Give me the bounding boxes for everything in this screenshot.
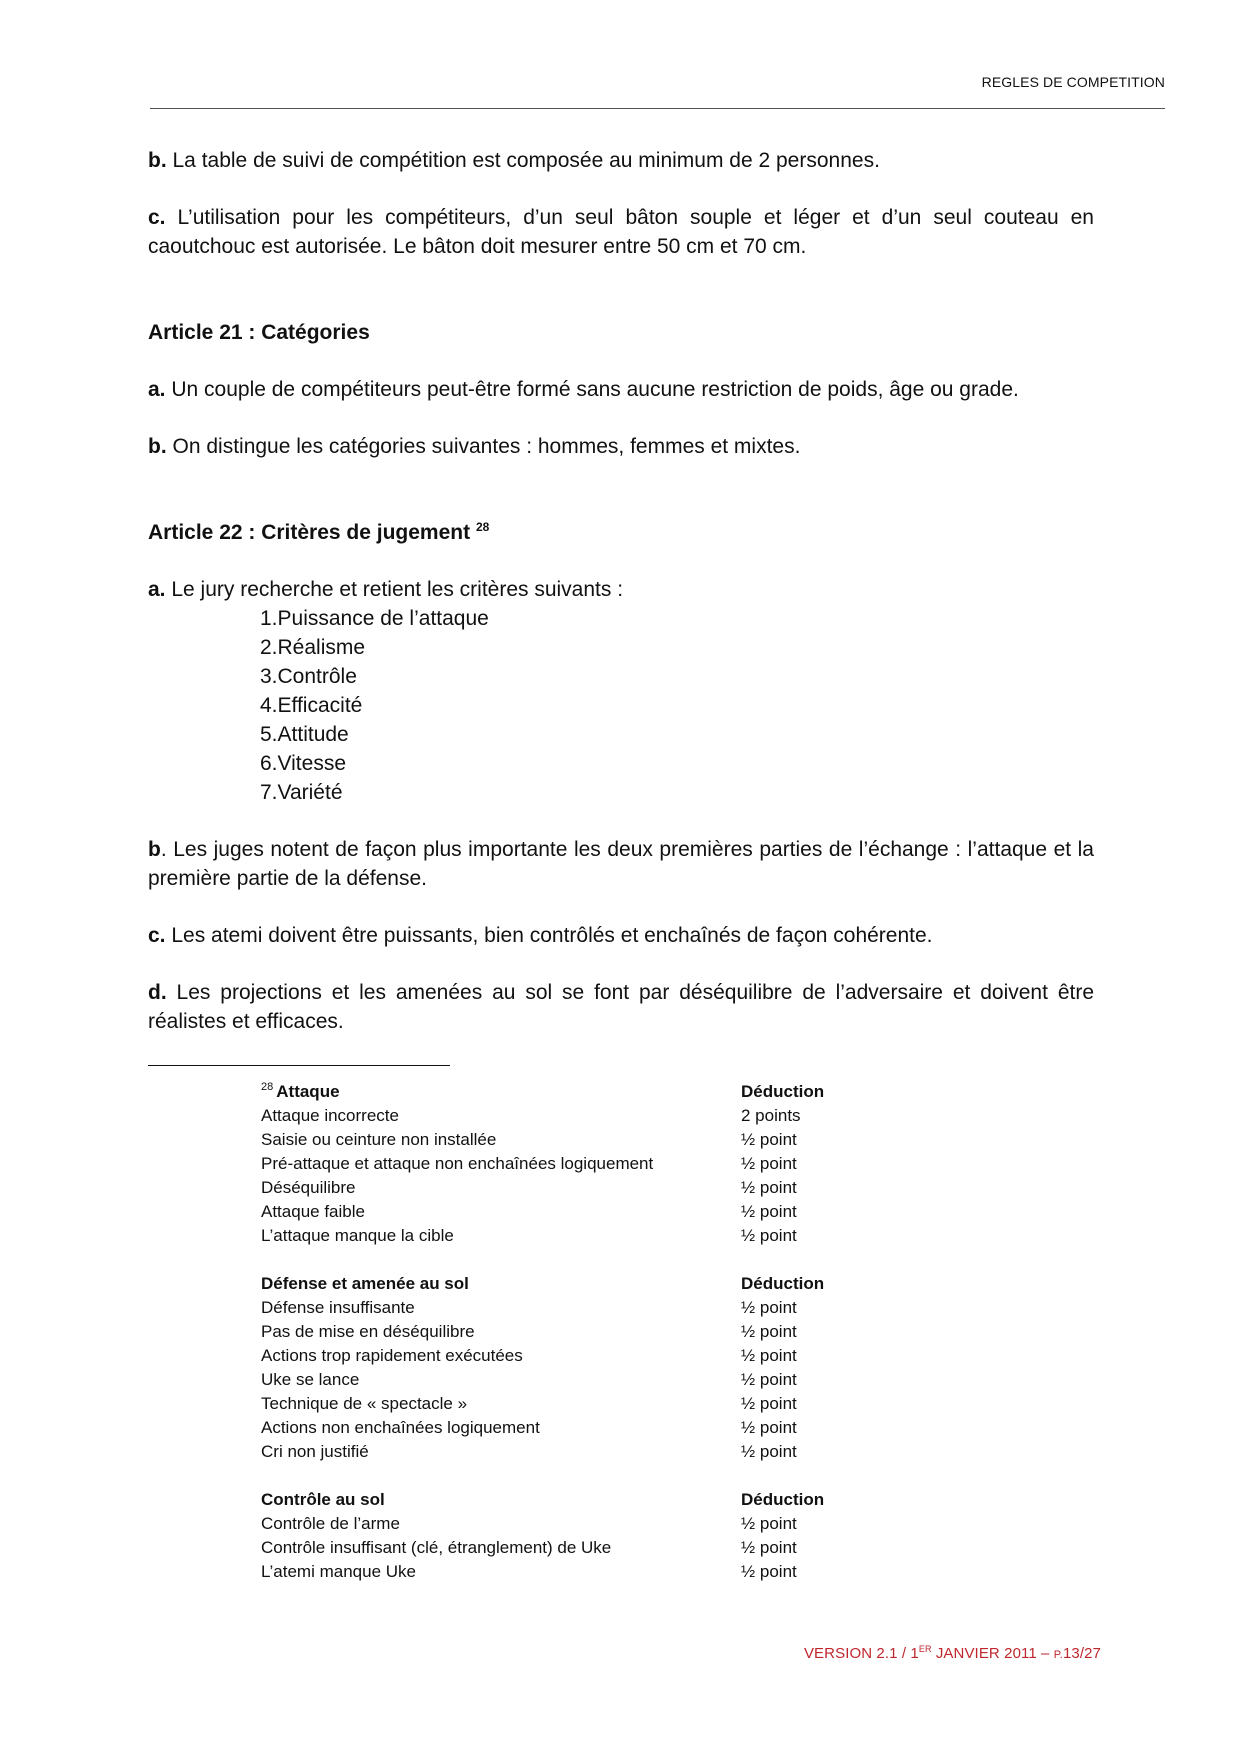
table-row: Saisie ou ceinture non installée ½ point <box>261 1130 797 1149</box>
footnote-28 <box>261 1080 861 1608</box>
paragraph-art22-a: a. Le jury recherche et retient les critères suivants : <box>148 578 624 601</box>
paragraph-art22-b: b. Les juges notent de façon plus importante les deux premières parties de l’échange : l’attaque et la première partie de la défense. <box>148 838 1094 890</box>
group-heading: Contrôle au sol <box>261 1490 385 1509</box>
table-row: Déséquilibre ½ point <box>261 1178 797 1197</box>
deduction-heading: Déduction <box>741 1082 825 1101</box>
main-content <box>148 146 1094 1036</box>
footnote-number: 28 <box>261 1081 274 1094</box>
table-row: Cri non justifié ½ point <box>261 1442 797 1461</box>
deduction-heading: Déduction <box>741 1490 825 1509</box>
list-item: 3.Contrôle <box>260 665 357 688</box>
footnote-group-attaque <box>261 1080 861 1248</box>
footnote-rule <box>148 1065 450 1066</box>
paragraph-art22-d: d. Les projections et les amenées au sol se font par déséquilibre de l’adversaire et doivent être réalistes et efficaces. <box>148 981 1094 1033</box>
group-heading: Attaque <box>276 1082 340 1101</box>
article-22-heading: Article 22 : Critères de jugement $^{28}$ <box>148 520 490 544</box>
table-row: L’atemi manque Uke ½ point <box>261 1562 797 1581</box>
paragraph-intro-c: c. L’utilisation pour les compétiteurs, d’un seul bâton souple et léger et d’un seul couteau en caoutchouc est autorisée. Le bâton doit mesurer entre 50 cm et 70 cm. <box>148 206 1094 258</box>
list-item: 4.Efficacité <box>260 694 363 717</box>
list-item: 7.Variété <box>260 781 343 804</box>
table-row: Technique de « spectacle » ½ point <box>261 1394 797 1413</box>
paragraph-intro-b: b. La table de suivi de compétition est composée au minimum de 2 personnes. <box>148 149 880 172</box>
paragraph-art22-c: c. Les atemi doivent être puissants, bien contrôlés et enchaînés de façon cohérente. <box>148 924 933 947</box>
criteria-list <box>148 604 1094 807</box>
list-item: 6.Vitesse <box>260 752 346 775</box>
running-header: REGLES DE COMPETITION <box>981 74 1165 90</box>
table-row: Uke se lance ½ point <box>261 1370 797 1389</box>
table-row: Contrôle de l’arme ½ point <box>261 1514 797 1533</box>
article-21-heading: Article 21 : Catégories <box>148 321 370 344</box>
table-row: Attaque incorrecte 2 points <box>261 1106 801 1125</box>
footnote-ref[interactable]: 28 <box>475 520 490 534</box>
deduction-heading: Déduction <box>741 1274 825 1293</box>
footnote-group-defense <box>261 1272 861 1464</box>
table-row: Défense insuffisante ½ point <box>261 1298 797 1317</box>
list-item: 5.Attitude <box>260 723 349 746</box>
paragraph-art21-b: b. On distingue les catégories suivantes : hommes, femmes et mixtes. <box>148 435 801 458</box>
table-row: Actions trop rapidement exécutées ½ point <box>261 1346 797 1365</box>
table-row: Pas de mise en déséquilibre ½ point <box>261 1322 797 1341</box>
paragraph-art21-a: a. Un couple de compétiteurs peut-être formé sans aucune restriction de poids, âge ou grade. <box>148 378 1019 401</box>
page-number: 13/27 <box>1062 1645 1101 1662</box>
table-row: Contrôle insuffisant (clé, étranglement) de Uke ½ point <box>261 1538 797 1557</box>
footnote-group-controle <box>261 1488 861 1584</box>
table-row: Actions non enchaînées logiquement ½ point <box>261 1418 797 1437</box>
list-item: 2.Réalisme <box>260 636 366 659</box>
table-row: Pré-attaque et attaque non enchaînées logiquement ½ point <box>261 1154 797 1173</box>
header-rule <box>150 108 1165 109</box>
table-row: Attaque faible ½ point <box>261 1202 797 1221</box>
page-footer: VERSION 2.1 / 1ER JANVIER 2011 – P.13/27 <box>803 1644 1101 1662</box>
group-heading: Défense et amenée au sol <box>261 1274 469 1293</box>
list-item: 1.Puissance de l’attaque <box>260 607 489 630</box>
table-row: L’attaque manque la cible ½ point <box>261 1226 797 1245</box>
